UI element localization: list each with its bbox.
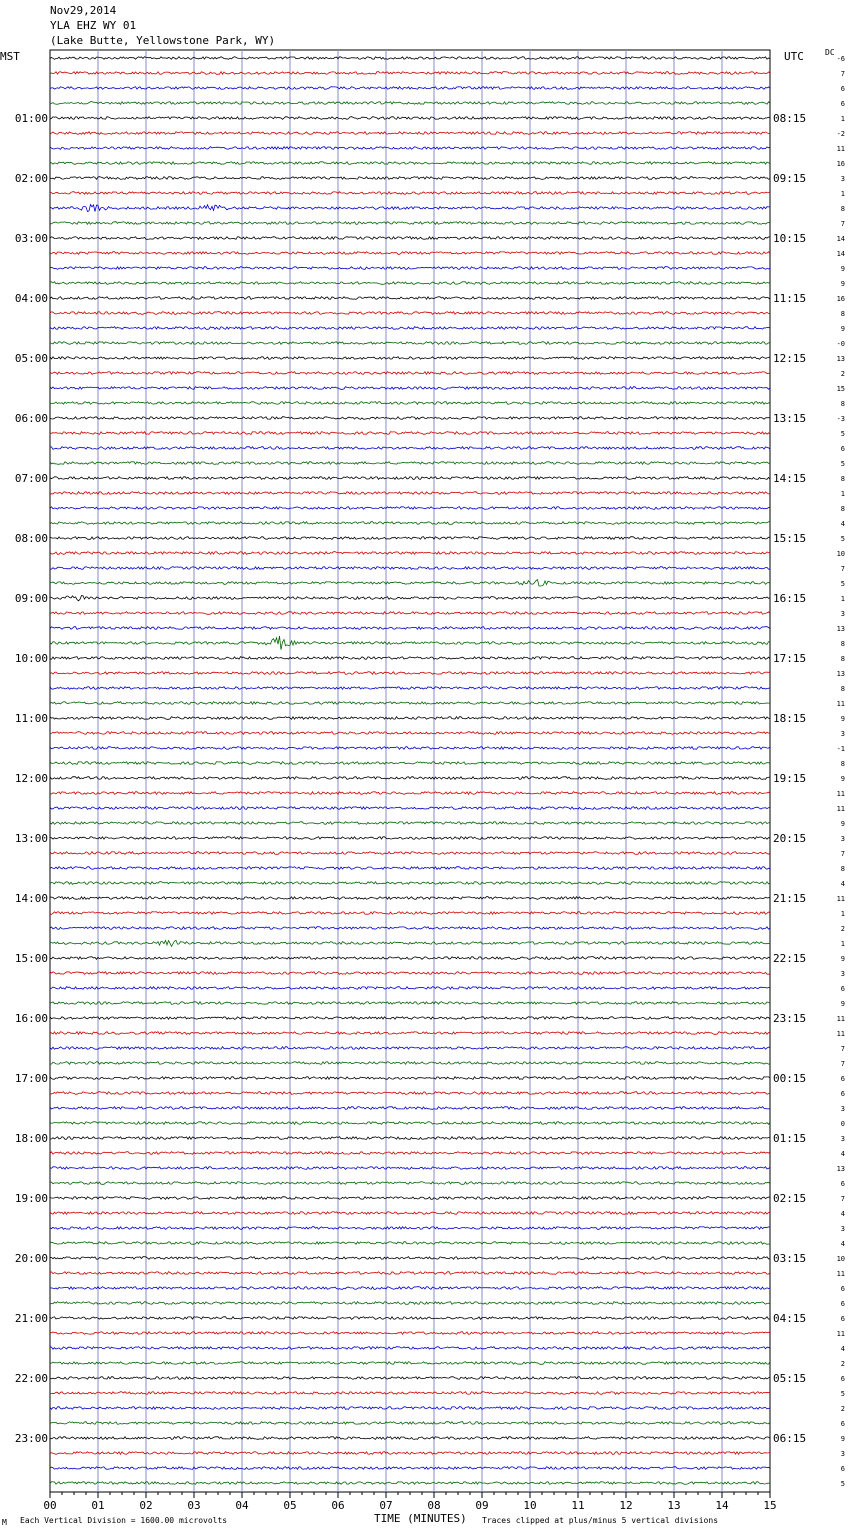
- hour-label-right: 18:15: [773, 712, 807, 725]
- dc-offset-label: 9: [840, 280, 845, 288]
- seismic-trace: [50, 1212, 770, 1215]
- dc-offset-label: 13: [836, 670, 845, 678]
- dc-offset-label: 14: [836, 250, 845, 258]
- clip-note: Traces clipped at plus/minus 5 vertical divisions: [482, 1516, 719, 1525]
- seismic-trace: [50, 402, 770, 405]
- dc-offset-label: 7: [840, 1060, 845, 1068]
- seismic-trace: [50, 72, 770, 75]
- hour-label-right: 03:15: [773, 1252, 807, 1265]
- dc-offset-label: 13: [836, 355, 845, 363]
- seismic-trace: [50, 312, 770, 315]
- dc-offset-label: 13: [836, 1165, 845, 1173]
- seismic-trace: [50, 1347, 770, 1350]
- dc-offset-label: 3: [840, 1225, 845, 1233]
- dc-offset-label: -0: [836, 340, 845, 348]
- hour-label-left: 20:00: [14, 1252, 48, 1265]
- hour-label-left: 18:00: [14, 1132, 48, 1145]
- seismic-trace: [50, 1107, 770, 1110]
- seismic-trace: [50, 537, 770, 540]
- dc-offset-label: 6: [840, 1315, 845, 1323]
- dc-offset-label: 5: [840, 430, 845, 438]
- hour-label-left: 08:00: [14, 532, 48, 545]
- seismic-trace: [50, 1482, 770, 1485]
- dc-offset-label: 7: [840, 70, 845, 78]
- dc-offset-label: 9: [840, 775, 845, 783]
- hour-label-right: 05:15: [773, 1372, 807, 1385]
- x-tick-label: 02: [139, 1499, 153, 1512]
- dc-offset-label: 11: [836, 1015, 845, 1023]
- seismic-trace: [50, 636, 770, 650]
- scale-note: Each Vertical Division = 1600.00 microvolts: [20, 1516, 228, 1525]
- seismic-trace: [50, 1017, 770, 1020]
- dc-offset-label: 1: [840, 910, 845, 918]
- x-tick-label: 14: [715, 1499, 729, 1512]
- left-timezone: MST: [0, 50, 20, 63]
- seismic-trace: [50, 132, 770, 135]
- x-tick-label: 15: [763, 1499, 777, 1512]
- dc-offset-label: 16: [836, 295, 845, 303]
- seismic-trace: [50, 837, 770, 840]
- dc-offset-label: -2: [836, 130, 845, 138]
- hour-label-right: 23:15: [773, 1012, 807, 1025]
- dc-offset-label: 1: [840, 940, 845, 948]
- dc-offset-label: 16: [836, 160, 845, 168]
- seismic-trace: [50, 792, 770, 795]
- dc-offset-label: 9: [840, 820, 845, 828]
- seismic-trace: [50, 1377, 770, 1380]
- dc-offset-label: 5: [840, 1390, 845, 1398]
- dc-offset-label: 2: [840, 1360, 845, 1368]
- hour-label-right: 12:15: [773, 352, 807, 365]
- seismic-trace: [50, 777, 770, 780]
- seismic-trace: [50, 1182, 770, 1185]
- dc-offset-label: 9: [840, 955, 845, 963]
- seismic-trace: [50, 1062, 770, 1065]
- dc-offset-label: 4: [840, 880, 845, 888]
- seismic-trace: [50, 1272, 770, 1275]
- station-location: (Lake Butte, Yellowstone Park, WY): [50, 34, 276, 47]
- seismic-trace: [50, 1257, 770, 1260]
- seismic-trace: [50, 672, 770, 675]
- hour-label-left: 07:00: [14, 472, 48, 485]
- hour-label-right: 21:15: [773, 892, 807, 905]
- hour-label-left: 04:00: [14, 292, 48, 305]
- seismic-trace: [50, 927, 770, 930]
- seismic-trace: [50, 432, 770, 435]
- dc-offset-label: 7: [840, 1195, 845, 1203]
- hour-label-right: 22:15: [773, 952, 807, 965]
- x-tick-label: 08: [427, 1499, 441, 1512]
- hour-label-right: 00:15: [773, 1072, 807, 1085]
- seismic-trace: [50, 897, 770, 900]
- seismic-trace: [50, 1047, 770, 1050]
- seismic-trace: [50, 417, 770, 420]
- seismic-trace: [50, 162, 770, 165]
- seismic-trace: [50, 867, 770, 870]
- hour-label-right: 06:15: [773, 1432, 807, 1445]
- x-tick-label: 11: [571, 1499, 585, 1512]
- dc-offset-label: 11: [836, 895, 845, 903]
- hour-label-left: 12:00: [14, 772, 48, 785]
- hour-label-left: 05:00: [14, 352, 48, 365]
- seismic-trace: [50, 687, 770, 690]
- x-tick-label: 01: [91, 1499, 105, 1512]
- seismic-trace: [50, 327, 770, 330]
- seismic-trace: [50, 1332, 770, 1335]
- dc-offset-label: 1: [840, 595, 845, 603]
- dc-offset-label: 7: [840, 1045, 845, 1053]
- hour-label-right: 16:15: [773, 592, 807, 605]
- seismic-trace: [50, 807, 770, 810]
- seismic-trace: [50, 1092, 770, 1095]
- seismic-trace: [50, 1302, 770, 1305]
- dc-offset-label: 9: [840, 1435, 845, 1443]
- seismic-trace: [50, 940, 770, 946]
- dc-offset-label: 11: [836, 805, 845, 813]
- seismic-trace: [50, 447, 770, 450]
- dc-offset-label: 5: [840, 1480, 845, 1488]
- seismic-trace: [50, 477, 770, 480]
- dc-offset-label: 8: [840, 865, 845, 873]
- dc-offset-label: 3: [840, 1105, 845, 1113]
- dc-offset-label: 3: [840, 730, 845, 738]
- dc-offset-label: -1: [836, 745, 845, 753]
- hour-label-right: 15:15: [773, 532, 807, 545]
- dc-offset-label: 11: [836, 1330, 845, 1338]
- dc-offset-label: 4: [840, 1210, 845, 1218]
- dc-offset-label: 3: [840, 1450, 845, 1458]
- seismic-trace: [50, 102, 770, 105]
- seismic-trace: [50, 522, 770, 525]
- hour-label-left: 13:00: [14, 832, 48, 845]
- seismic-trace: [50, 1122, 770, 1125]
- dc-offset-label: 11: [836, 1270, 845, 1278]
- dc-offset-label: 4: [840, 1240, 845, 1248]
- seismic-trace: [50, 1437, 770, 1440]
- seismic-trace: [50, 1167, 770, 1170]
- dc-offset-label: 6: [840, 445, 845, 453]
- dc-offset-label: 0: [840, 1120, 845, 1128]
- hour-label-left: 15:00: [14, 952, 48, 965]
- seismic-trace: [50, 882, 770, 885]
- seismic-trace: [50, 492, 770, 495]
- seismic-trace: [50, 252, 770, 255]
- dc-offset-label: 5: [840, 535, 845, 543]
- hour-label-right: 04:15: [773, 1312, 807, 1325]
- dc-offset-label: 13: [836, 625, 845, 633]
- hour-label-left: 10:00: [14, 652, 48, 665]
- seismic-trace: [50, 717, 770, 720]
- seismic-trace: [50, 1077, 770, 1080]
- dc-offset-label: 1: [840, 190, 845, 198]
- seismic-trace: [50, 1407, 770, 1410]
- dc-offset-label: 10: [836, 550, 845, 558]
- seismic-trace: [50, 357, 770, 360]
- dc-offset-label: 9: [840, 325, 845, 333]
- seismic-trace: [50, 1452, 770, 1455]
- dc-offset-label: 4: [840, 1345, 845, 1353]
- seismic-trace: [50, 822, 770, 825]
- seismic-trace: [50, 342, 770, 345]
- seismic-trace: [50, 1227, 770, 1230]
- hour-label-left: 21:00: [14, 1312, 48, 1325]
- seismic-trace: [50, 462, 770, 465]
- hour-label-right: 02:15: [773, 1192, 807, 1205]
- dc-offset-label: 8: [840, 760, 845, 768]
- hour-label-left: 01:00: [14, 112, 48, 125]
- hour-label-left: 09:00: [14, 592, 48, 605]
- seismic-trace: [50, 87, 770, 90]
- dc-offset-label: 8: [840, 310, 845, 318]
- dc-offset-label: 8: [840, 475, 845, 483]
- seismic-trace: [50, 237, 770, 240]
- dc-offset-label: 6: [840, 1090, 845, 1098]
- seismic-trace: [50, 387, 770, 390]
- dc-offset-label: 1: [840, 115, 845, 123]
- dc-offset-label: 1: [840, 490, 845, 498]
- seismic-trace: [50, 1467, 770, 1470]
- seismic-trace: [50, 1317, 770, 1320]
- x-tick-label: 07: [379, 1499, 393, 1512]
- hour-label-left: 16:00: [14, 1012, 48, 1025]
- dc-offset-label: 8: [840, 400, 845, 408]
- dc-offset-label: 9: [840, 265, 845, 273]
- seismic-trace: [50, 580, 770, 586]
- seismic-trace: [50, 1287, 770, 1290]
- station-id: YLA EHZ WY 01: [50, 19, 137, 32]
- dc-offset-label: 3: [840, 610, 845, 618]
- dc-offset-label: 2: [840, 1405, 845, 1413]
- hour-label-right: 10:15: [773, 232, 807, 245]
- dc-offset-label: 14: [836, 235, 845, 243]
- x-tick-label: 12: [619, 1499, 633, 1512]
- seismic-trace: [50, 1197, 770, 1200]
- dc-offset-label: 8: [840, 505, 845, 513]
- seismic-trace: [50, 1392, 770, 1395]
- dc-header: DC: [825, 48, 835, 57]
- seismic-trace: [50, 1422, 770, 1425]
- seismic-trace: [50, 57, 770, 60]
- dc-offset-label: 6: [840, 1300, 845, 1308]
- hour-label-left: 14:00: [14, 892, 48, 905]
- right-timezone: UTC: [784, 50, 804, 63]
- x-tick-label: 00: [43, 1499, 57, 1512]
- x-tick-label: 10: [523, 1499, 537, 1512]
- dc-offset-label: 6: [840, 985, 845, 993]
- seismic-trace: [50, 852, 770, 855]
- seismic-trace: [50, 596, 770, 601]
- seismic-trace: [50, 1137, 770, 1140]
- seismic-trace: [50, 117, 770, 120]
- seismic-trace: [50, 987, 770, 990]
- seismic-trace: [50, 657, 770, 660]
- dc-offset-label: 7: [840, 220, 845, 228]
- dc-offset-label: 6: [840, 1420, 845, 1428]
- x-tick-label: 03: [187, 1499, 201, 1512]
- seismic-trace: [50, 732, 770, 735]
- dc-offset-label: 6: [840, 1375, 845, 1383]
- plot-date: Nov29,2014: [50, 4, 117, 17]
- x-tick-label: 06: [331, 1499, 345, 1512]
- dc-offset-label: 2: [840, 925, 845, 933]
- seismic-trace: [50, 702, 770, 705]
- dc-offset-label: 6: [840, 1180, 845, 1188]
- dc-offset-label: 6: [840, 1285, 845, 1293]
- hour-label-right: 08:15: [773, 112, 807, 125]
- dc-offset-label: 3: [840, 1135, 845, 1143]
- x-axis-label: TIME (MINUTES): [374, 1512, 467, 1525]
- hour-label-left: 19:00: [14, 1192, 48, 1205]
- dc-offset-label: -3: [836, 415, 845, 423]
- seismic-trace: [50, 567, 770, 570]
- seismic-trace: [50, 1242, 770, 1245]
- seismic-trace: [50, 1152, 770, 1155]
- seismic-trace: [50, 1002, 770, 1005]
- dc-offset-label: 9: [840, 715, 845, 723]
- hour-label-left: 23:00: [14, 1432, 48, 1445]
- dc-offset-label: 5: [840, 460, 845, 468]
- hour-label-right: 09:15: [773, 172, 807, 185]
- dc-offset-label: 6: [840, 1075, 845, 1083]
- dc-offset-label: 5: [840, 580, 845, 588]
- seismic-trace: [50, 972, 770, 975]
- seismic-trace: [50, 372, 770, 375]
- seismic-trace: [50, 747, 770, 750]
- dc-offset-label: 15: [836, 385, 845, 393]
- footer-mark: M: [2, 1518, 7, 1527]
- hour-label-left: 17:00: [14, 1072, 48, 1085]
- dc-offset-label: 3: [840, 970, 845, 978]
- hour-label-right: 19:15: [773, 772, 807, 785]
- seismic-trace: [50, 612, 770, 615]
- x-tick-label: 13: [667, 1499, 681, 1512]
- dc-offset-label: 7: [840, 850, 845, 858]
- hour-label-right: 11:15: [773, 292, 807, 305]
- dc-offset-label: 11: [836, 700, 845, 708]
- dc-offset-label: 7: [840, 565, 845, 573]
- dc-offset-label: 11: [836, 790, 845, 798]
- hour-label-right: 13:15: [773, 412, 807, 425]
- hour-label-left: 03:00: [14, 232, 48, 245]
- seismic-trace: [50, 267, 770, 270]
- dc-offset-label: 6: [840, 1465, 845, 1473]
- x-tick-label: 05: [283, 1499, 297, 1512]
- seismic-trace: [50, 957, 770, 960]
- seismic-trace: [50, 192, 770, 195]
- seismic-trace: [50, 552, 770, 555]
- dc-offset-label: 3: [840, 175, 845, 183]
- seismic-trace: [50, 507, 770, 510]
- x-tick-label: 09: [475, 1499, 489, 1512]
- dc-offset-label: 6: [840, 100, 845, 108]
- seismic-trace: [50, 1362, 770, 1365]
- seismic-trace: [50, 627, 770, 630]
- hour-label-right: 14:15: [773, 472, 807, 485]
- dc-offset-label: 8: [840, 640, 845, 648]
- seismic-trace: [50, 205, 770, 212]
- seismic-trace: [50, 762, 770, 765]
- hour-label-right: 17:15: [773, 652, 807, 665]
- dc-offset-label: 8: [840, 655, 845, 663]
- dc-offset-label: 4: [840, 1150, 845, 1158]
- dc-offset-label: 6: [840, 85, 845, 93]
- seismic-trace: [50, 1032, 770, 1035]
- dc-offset-label: 10: [836, 1255, 845, 1263]
- dc-offset-label: 11: [836, 145, 845, 153]
- x-tick-label: 04: [235, 1499, 249, 1512]
- dc-offset-label: 2: [840, 370, 845, 378]
- dc-offset-label: 9: [840, 1000, 845, 1008]
- dc-offset-label: 11: [836, 1030, 845, 1038]
- hour-label-left: 06:00: [14, 412, 48, 425]
- dc-offset-label: -6: [836, 55, 845, 63]
- seismic-trace: [50, 177, 770, 180]
- hour-label-left: 02:00: [14, 172, 48, 185]
- seismic-trace: [50, 222, 770, 225]
- seismic-trace: [50, 912, 770, 915]
- seismic-trace: [50, 282, 770, 285]
- dc-offset-label: 3: [840, 835, 845, 843]
- hour-label-left: 22:00: [14, 1372, 48, 1385]
- dc-offset-label: 8: [840, 685, 845, 693]
- dc-offset-label: 8: [840, 205, 845, 213]
- seismic-trace: [50, 297, 770, 300]
- seismic-trace: [50, 147, 770, 150]
- hour-label-right: 20:15: [773, 832, 807, 845]
- hour-label-right: 01:15: [773, 1132, 807, 1145]
- hour-label-left: 11:00: [14, 712, 48, 725]
- dc-offset-label: 4: [840, 520, 845, 528]
